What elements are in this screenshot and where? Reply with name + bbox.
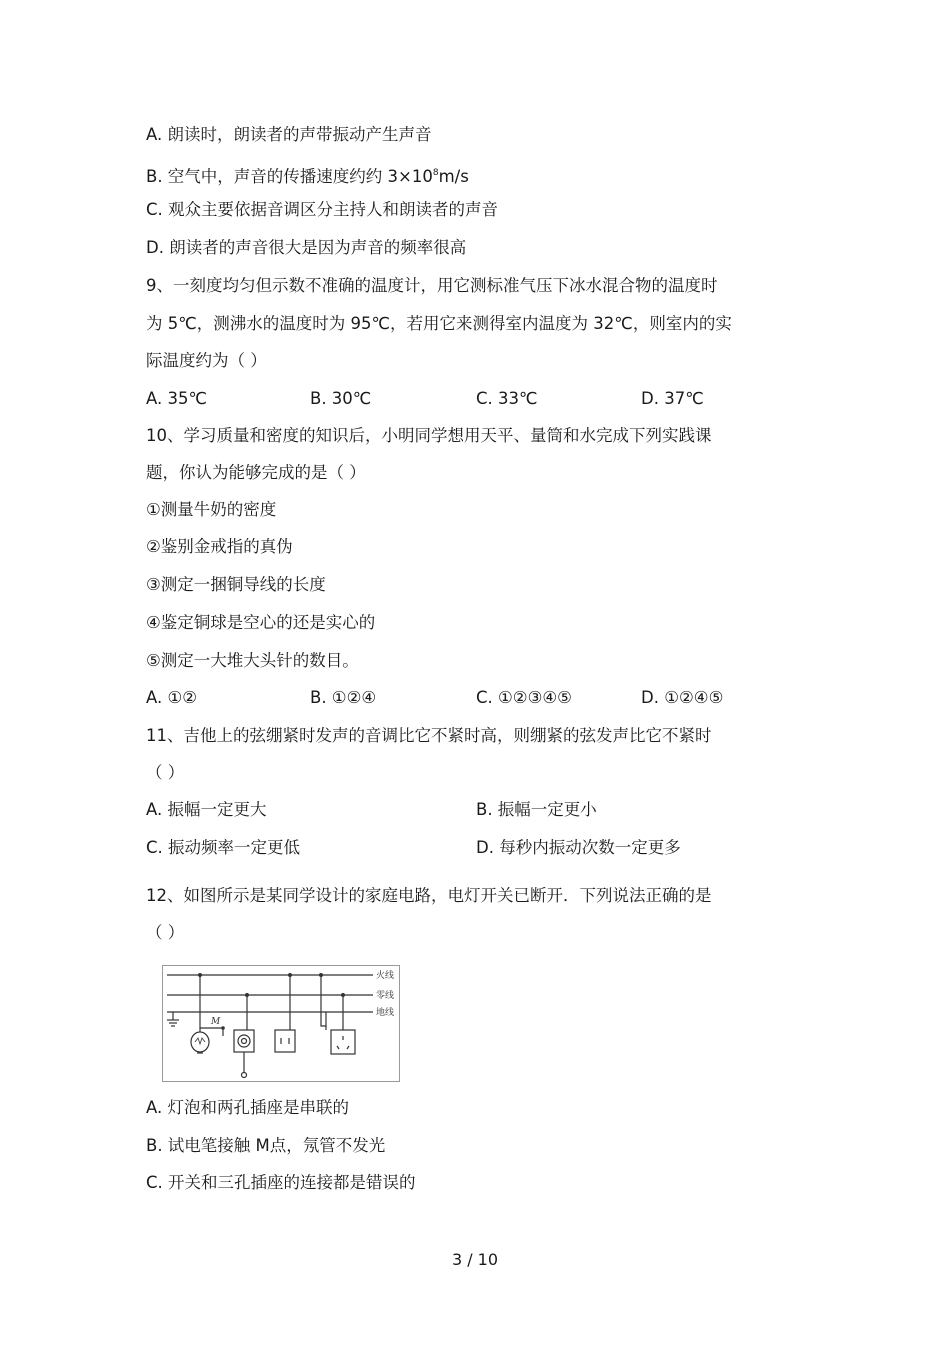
q8-option-b xyxy=(146,163,469,187)
q11-stem-line1: 11、吉他上的弦绷紧时发声的音调比它不紧时高，则绷紧的弦发声比它不紧时 xyxy=(146,726,712,745)
q9-stem-line3: 际温度约为（ ） xyxy=(146,351,267,370)
neutral-wire-label: 零线 xyxy=(376,991,395,1001)
page-number: 3 / 10 xyxy=(451,1250,499,1269)
q10-stem-line1: 10、学习质量和密度的知识后，小明同学想用天平、量筒和水完成下列实践课 xyxy=(146,426,712,445)
q11-option-c: C. 振动频率一定更低 xyxy=(146,838,301,857)
q9-option-a: A. 35℃ xyxy=(146,389,208,408)
q11-option-b: B. 振幅一定更小 xyxy=(476,800,597,819)
q8-option-a: A. 朗读时，朗读者的声带振动产生声音 xyxy=(146,125,432,144)
q9-option-b: B. 30℃ xyxy=(310,389,372,408)
q10-item-4: ④鉴定铜球是空心的还是实心的 xyxy=(146,613,376,632)
live-wire-label: 火线 xyxy=(376,971,395,981)
q8-option-b-exponent: 8 xyxy=(432,168,439,178)
q10-stem-line2: 题，你认为能够完成的是（ ） xyxy=(146,463,366,482)
q12-option-b: B. 试电笔接触 M点，氖管不发光 xyxy=(146,1136,386,1155)
q8-option-b-unit: m/s xyxy=(438,167,469,186)
q10-item-1: ①测量牛奶的密度 xyxy=(146,500,277,519)
household-circuit-diagram xyxy=(162,965,400,1082)
q8-option-b-text: B. 空气中，声音的传播速度约约 3×10 xyxy=(146,167,433,186)
q8-option-c: C. 观众主要依据音调区分主持人和朗读者的声音 xyxy=(146,200,499,219)
q10-option-a: A. ①② xyxy=(146,688,198,707)
q9-option-c: C. 33℃ xyxy=(476,389,538,408)
q9-stem-line2: 为 5℃，测沸水的温度时为 95℃，若用它来测得室内温度为 32℃，则室内的实 xyxy=(146,314,732,333)
q9-option-d: D. 37℃ xyxy=(641,389,704,408)
q10-option-c: C. ①②③④⑤ xyxy=(476,688,572,707)
circuit-svg xyxy=(163,966,399,1081)
q11-stem-line2: （ ） xyxy=(146,763,185,782)
q11-option-a: A. 振幅一定更大 xyxy=(146,800,267,819)
q12-stem-line2: （ ） xyxy=(146,923,185,942)
q10-option-b: B. ①②④ xyxy=(310,688,377,707)
q12-option-a: A. 灯泡和两孔插座是串联的 xyxy=(146,1098,349,1117)
q10-item-2: ②鉴别金戒指的真伪 xyxy=(146,537,293,556)
q10-item-5: ⑤测定一大堆大头针的数目。 xyxy=(146,651,359,670)
q8-option-d: D. 朗读者的声音很大是因为声音的频率很高 xyxy=(146,238,467,257)
q9-stem-line1: 9、一刻度均匀但示数不准确的温度计，用它测标准气压下冰水混合物的温度时 xyxy=(146,276,718,295)
point-m-label: M xyxy=(211,1017,221,1027)
q10-item-3: ③测定一捆铜导线的长度 xyxy=(146,575,326,594)
q10-option-d: D. ①②④⑤ xyxy=(641,688,724,707)
q11-option-d: D. 每秒内振动次数一定更多 xyxy=(476,838,681,857)
q12-stem-line1: 12、如图所示是某同学设计的家庭电路，电灯开关已断开．下列说法正确的是 xyxy=(146,886,712,905)
q12-option-c: C. 开关和三孔插座的连接都是错误的 xyxy=(146,1173,416,1192)
ground-wire-label: 地线 xyxy=(376,1008,395,1018)
